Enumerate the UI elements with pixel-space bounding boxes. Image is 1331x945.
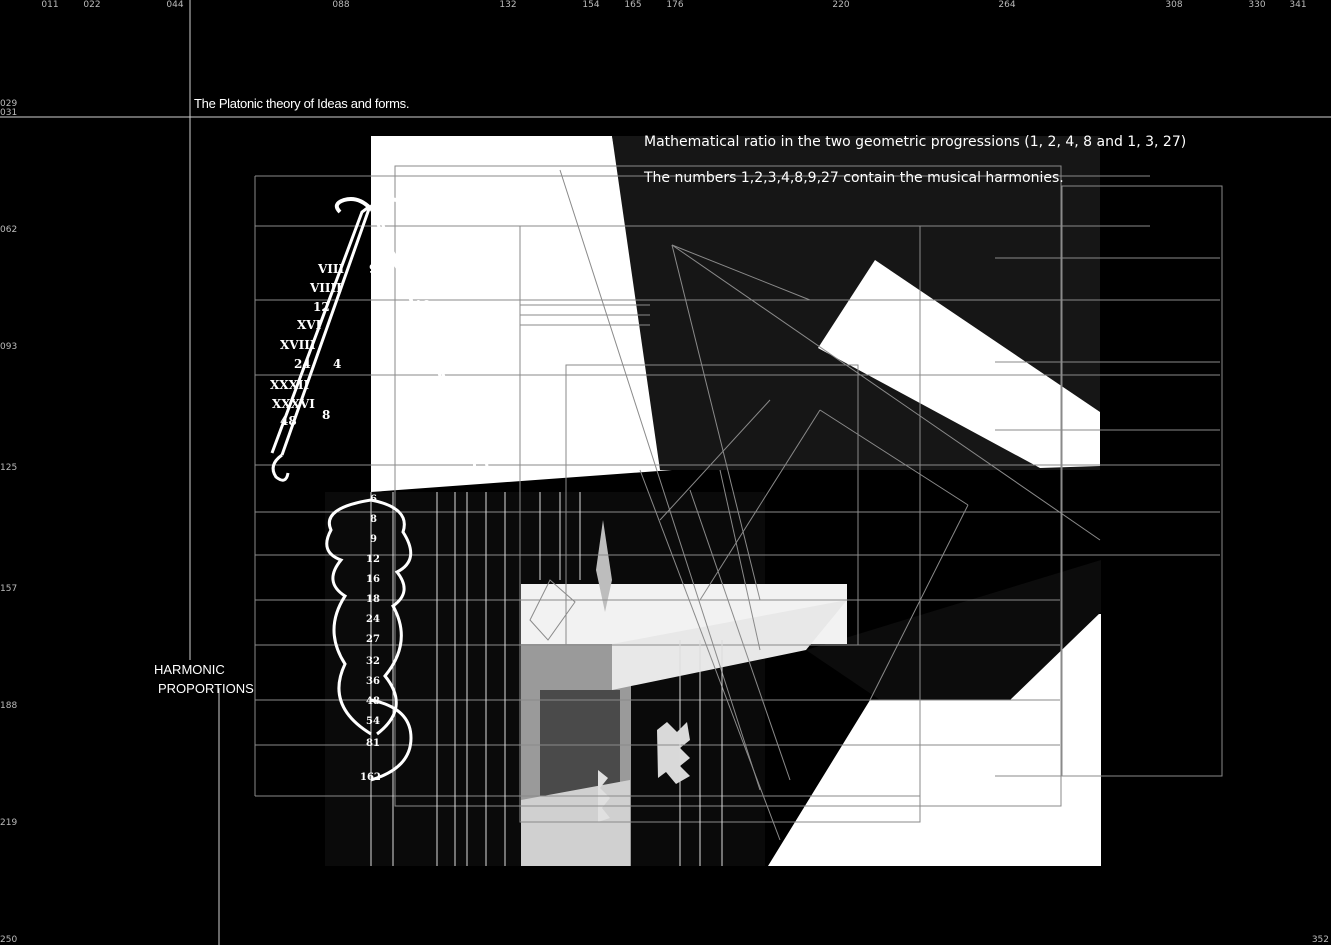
ruler-tick: 125 — [0, 463, 18, 473]
numeral: XVI — [297, 318, 322, 332]
column-number: 24 — [366, 614, 380, 625]
ruler-tick: 088 — [332, 0, 350, 10]
numeral: 54 — [437, 357, 454, 371]
numeral: 48 — [280, 414, 297, 428]
ruler-tick: 165 — [624, 0, 642, 10]
column-number: 6 — [370, 494, 377, 505]
side-label-line2: PROPORTIONS — [158, 681, 254, 696]
page-title: The Platonic theory of Ideas and forms. — [194, 96, 410, 111]
column-number: 16 — [366, 574, 380, 585]
ruler-tick: 022 — [83, 0, 101, 10]
numeral: 12 — [313, 300, 330, 314]
ruler-tick: 011 — [41, 0, 59, 10]
column-number: 12 — [366, 554, 380, 565]
ruler-tick: 308 — [1165, 0, 1183, 10]
ruler-tick: 176 — [666, 0, 684, 10]
ruler-tick: 264 — [998, 0, 1016, 10]
column-number: 48 — [366, 696, 380, 707]
numeral: VIII — [318, 262, 345, 276]
column-number: 27 — [366, 634, 380, 645]
ruler-tick: 062 — [0, 225, 18, 235]
column-number: 81 — [366, 738, 380, 749]
numeral: LXXXI — [443, 377, 485, 391]
numeral: VIII — [396, 262, 423, 276]
ruler-tick: 157 — [0, 584, 18, 594]
ruler-tick: 250 — [0, 935, 18, 945]
column-number: 54 — [366, 716, 380, 727]
ruler-tick: 188 — [0, 701, 18, 711]
side-label — [154, 660, 254, 698]
ruler-tick: 220 — [832, 0, 850, 10]
ruler-tick: 330 — [1248, 0, 1266, 10]
column-number: 8 — [370, 514, 377, 525]
numeral: 18 — [414, 298, 431, 312]
numeral: 3 — [386, 300, 395, 314]
numeral: CVIII — [450, 396, 486, 410]
ratio-caption: Mathematical ratio in the two geometric progressions (1, 2, 4, 8 and 1, 3, 27) — [644, 134, 1187, 150]
numeral: 8 — [322, 408, 331, 422]
numeral: 162 — [455, 414, 481, 428]
numbers-caption: The numbers 1,2,3,4,8,9,27 contain the musical harmonies. — [644, 170, 1064, 186]
numeral: XVIII — [280, 338, 316, 352]
ruler-tick: 219 — [0, 818, 18, 828]
numeral: 27 — [426, 414, 443, 428]
numeral: XII — [405, 281, 426, 295]
ruler-tick: 154 — [582, 0, 600, 10]
side-label-line1: HARMONIC — [154, 662, 225, 677]
ruler-tick: 132 — [499, 0, 517, 10]
ruler-tick: 044 — [166, 0, 184, 10]
numeral: XXXVI — [272, 397, 315, 411]
ruler-tick: 031 — [0, 108, 18, 118]
column-number: 18 — [366, 594, 380, 605]
ruler-corner-tick: 352 — [1311, 935, 1329, 945]
column-number: 32 — [366, 656, 380, 667]
ruler-tick: 029 — [0, 99, 18, 109]
ruler-tick: 093 — [0, 342, 18, 352]
numeral: 24 — [294, 357, 311, 371]
ruler-tick: 341 — [1289, 0, 1307, 10]
column-number: 162 — [360, 772, 381, 783]
numeral: XXXII — [270, 378, 310, 392]
column-number: 36 — [366, 676, 380, 687]
numeral: 9 — [369, 262, 378, 276]
numeral: XXXVI — [425, 338, 468, 352]
numeral: VIIII — [310, 281, 342, 295]
numeral: XXVII — [418, 318, 458, 332]
column-number: 9 — [370, 534, 377, 545]
numeral: 4 — [333, 357, 342, 371]
